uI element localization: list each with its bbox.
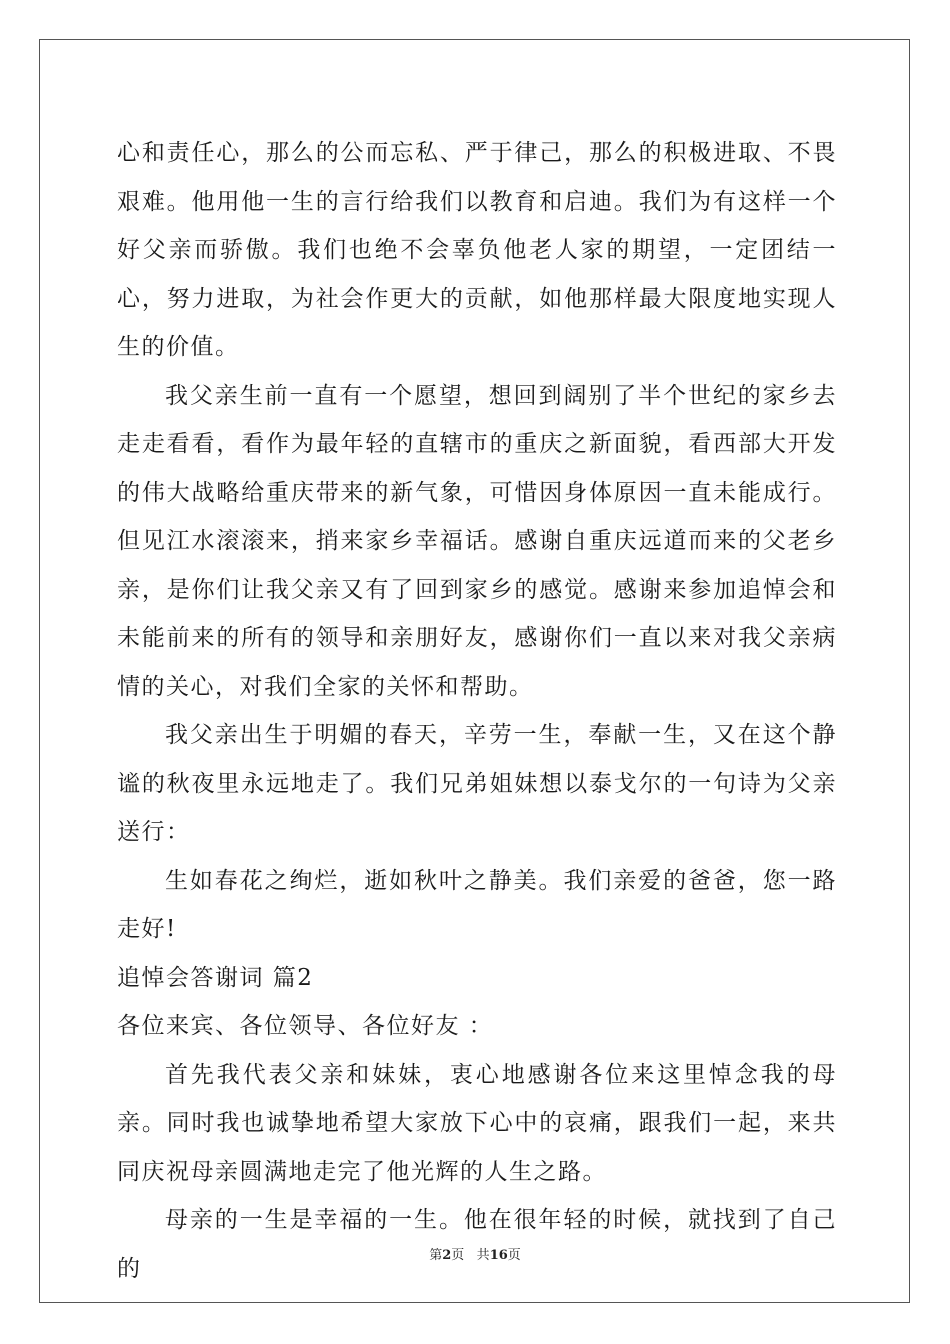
paragraph-6: 母亲的一生是幸福的一生。他在很年轻的时候，就找到了自己的 [117,1207,837,1282]
footer-total-prefix: 共 [476,1248,490,1263]
salutation: 各位来宾、各位领导、各位好友 ： [117,1013,494,1039]
paragraph-4: 生如春花之绚烂，逝如秋叶之静美。我们亲爱的爸爸，您一路走好! [117,867,837,942]
section-heading: 追悼会答谢词 篇2 [117,964,314,991]
total-pages-number: 16 [489,1248,508,1263]
paragraph-1: 心和责任心，那么的公而忘私、严于律己，那么的积极进取、不畏艰难。他用他一生的言行给我们以教育和启迪。我们为有这样一个好父亲而骄傲。我们也绝不会辜负他老人家的期望，一定团结一心，努力进取，为社会作更大的贡献，如他那样最大限度地实现人生的价值。 [117,140,837,360]
page-footer [0,1244,950,1263]
paragraph-2: 我父亲生前一直有一个愿望，想回到阔别了半个世纪的家乡去走走看看，看作为最年轻的直辖市的重庆之新面貌，看西部大开发的伟大战略给重庆带来的新气象，可惜因身体原因一直未能成行。但见江水滚滚来，捎来家乡幸福话。感谢自重庆远道而来的父老乡亲，是你们让我父亲又有了回到家乡的感觉。感谢来参加追悼会和未能前来的所有的领导和亲朋好友，感谢你们一直以来对我父亲病情的关心，对我们全家的关怀和帮助。 [117,382,837,700]
document-body [117,129,837,1293]
footer-total-suffix: 页 [507,1248,521,1263]
footer-page-suffix: 页 [451,1248,465,1263]
paragraph-3: 我父亲出生于明媚的春天，辛劳一生，奉献一生，又在这个静谧的秋夜里永远地走了。我们兄弟姐妹想以泰戈尔的一句诗为父亲送行： [117,722,837,845]
paragraph-5: 首先我代表父亲和妹妹，衷心地感谢各位来这里悼念我的母亲。同时我也诚挚地希望大家放下心中的哀痛，跟我们一起，来共同庆祝母亲圆满地走完了他光辉的人生之路。 [117,1061,837,1185]
footer-prefix: 第 [429,1248,443,1263]
current-page-number: 2 [442,1248,452,1263]
